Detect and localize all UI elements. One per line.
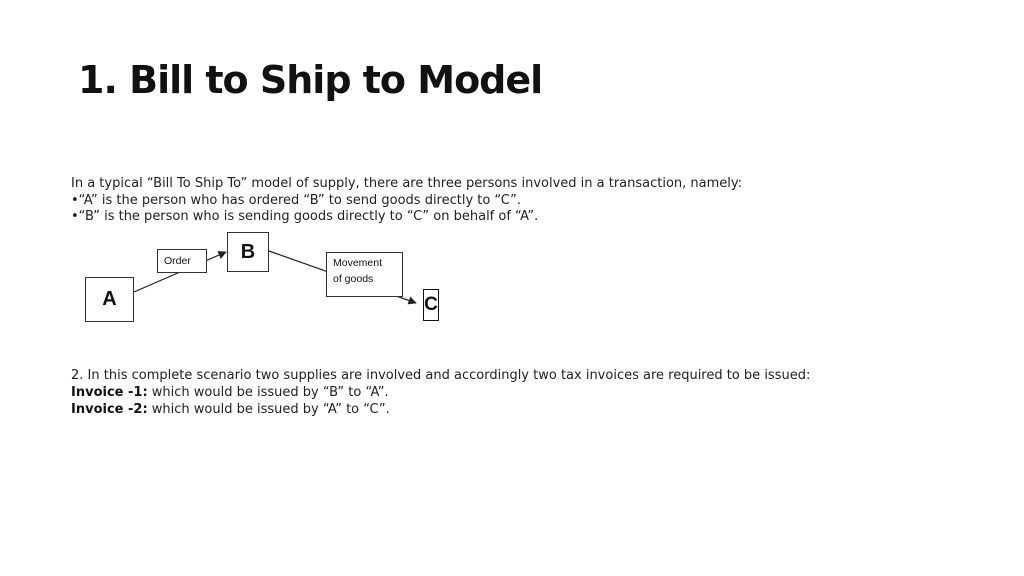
bill-to-ship-to-diagram	[80, 228, 450, 328]
movement-label-line1: Movement	[333, 257, 383, 269]
invoice-section	[71, 367, 971, 418]
invoice-2-line	[71, 401, 971, 418]
invoice-1-text: which would be issued by “B” to “A”.	[147, 385, 389, 400]
intro-text	[71, 176, 971, 223]
invoice-2-text: which would be issued by “A” to “C”.	[147, 402, 390, 417]
bullet-a-definition: •“A” is the person who has ordered “B” to send goods directly to “C”.	[71, 192, 521, 208]
invoice-2-label: Invoice -2:	[71, 402, 148, 417]
node-c-label: C	[424, 294, 438, 315]
scenario-text: 2. In this complete scenario two supplies are involved and accordingly two tax invoices are required to be issued:	[71, 368, 811, 383]
node-c	[423, 289, 439, 321]
intro-line: In a typical “Bill To Ship To” model of supply, there are three persons involved in a transaction, namely:	[71, 176, 743, 191]
order-label-box	[157, 249, 207, 273]
node-b	[227, 232, 269, 272]
invoice-1-label: Invoice -1:	[71, 385, 148, 400]
node-a	[85, 277, 134, 322]
bullet-b-definition: •“B” is the person who is sending goods directly to “C” on behalf of “A”.	[71, 209, 539, 223]
invoice-1-line	[71, 384, 971, 401]
slide-title: 1. Bill to Ship to Model	[78, 58, 543, 102]
order-label: Order	[164, 255, 191, 267]
movement-label-line2: of goods	[333, 273, 374, 285]
node-b-label: B	[240, 240, 256, 263]
movement-label-box	[326, 252, 403, 297]
node-a-label: A	[102, 288, 117, 310]
